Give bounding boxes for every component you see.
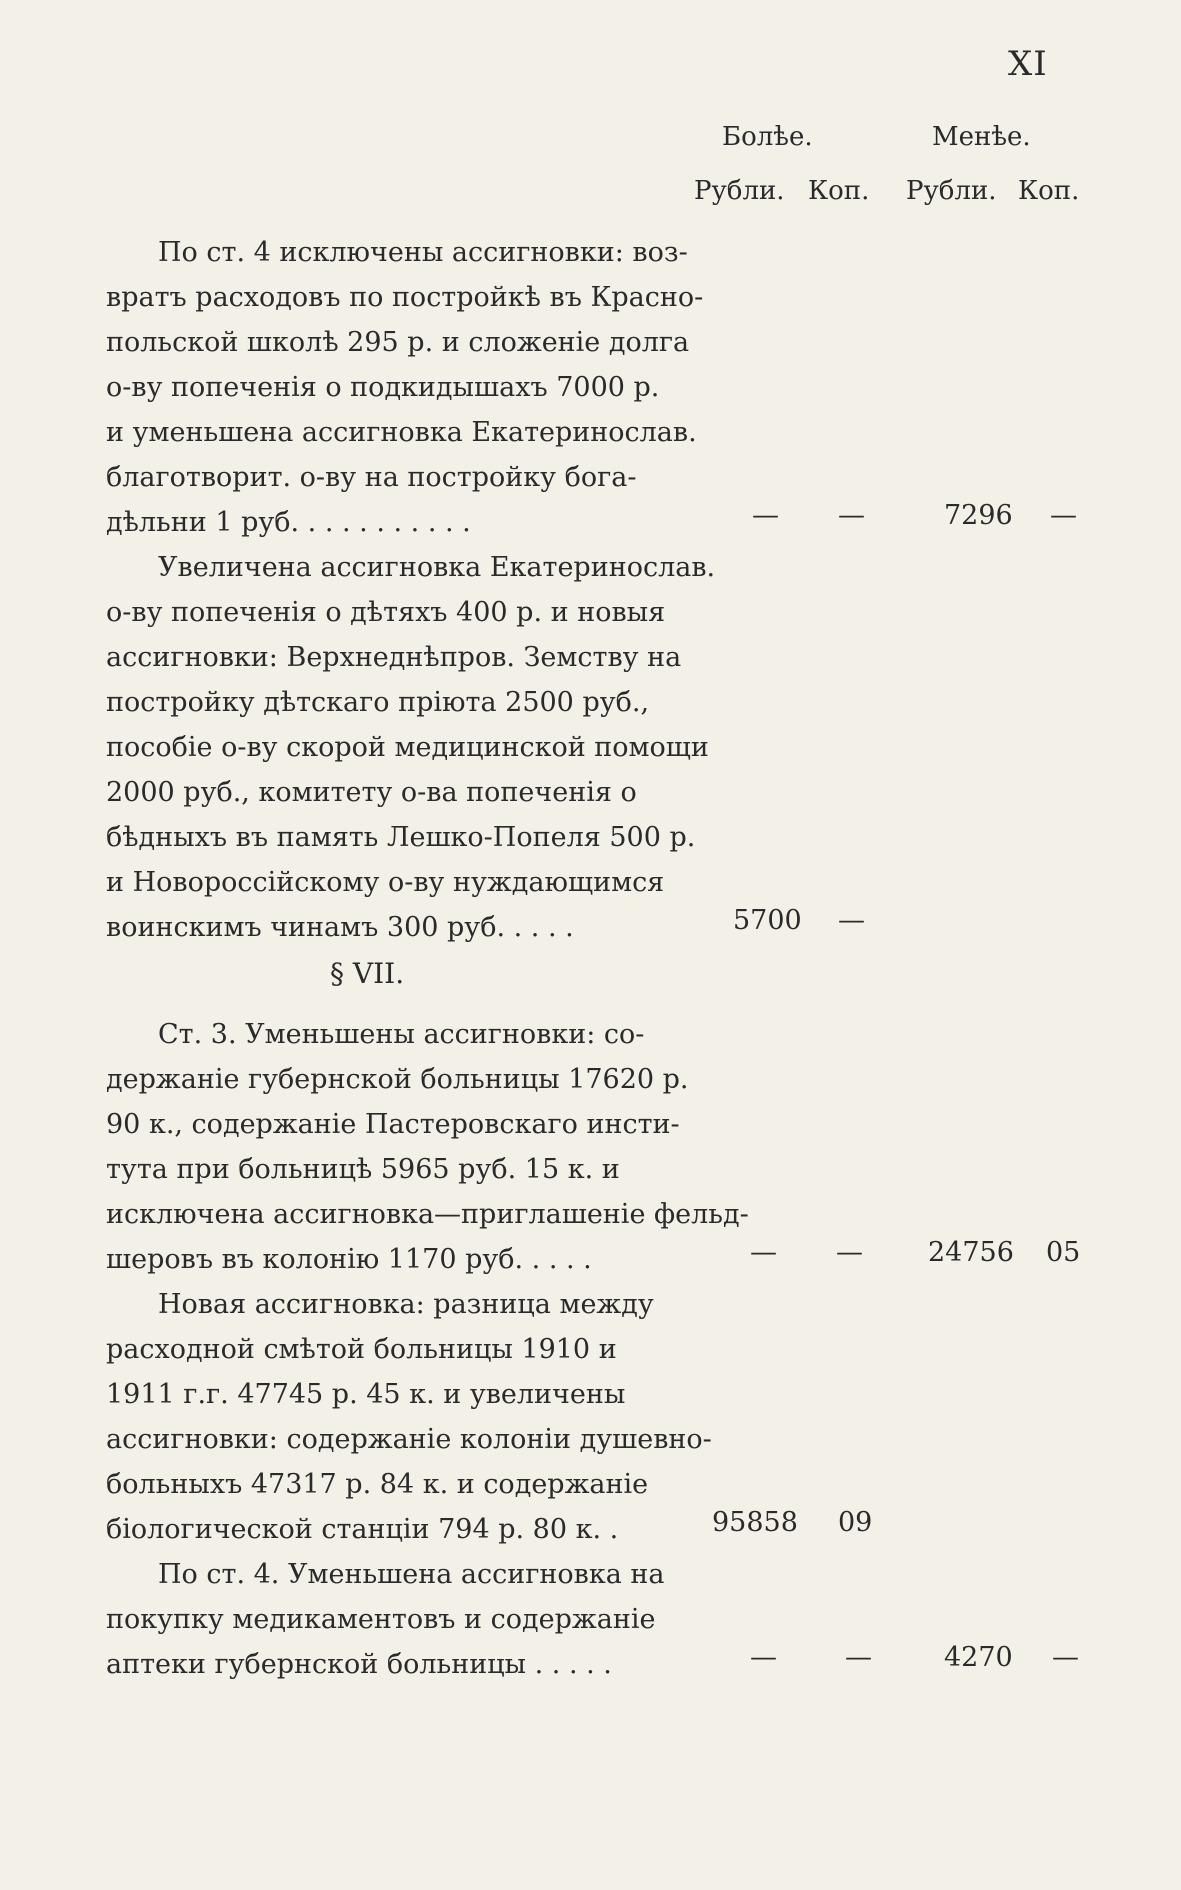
paragraph-line: 1911 г.г. 47745 р. 45 к. и увеличены [106, 1379, 626, 1410]
paragraph-line: аптеки губернской больницы . . . . . [106, 1649, 612, 1680]
header-more-kop: Коп. [808, 176, 870, 206]
paragraph-5 [106, 1552, 666, 1687]
p5-more-kop: — [845, 1642, 872, 1673]
paragraph-line: вратъ расходовъ по постройкѣ въ Красно- [106, 282, 704, 313]
paragraph-3 [106, 1012, 749, 1282]
paragraph-line: тута при больницѣ 5965 руб. 15 к. и [106, 1154, 620, 1185]
paragraph-2 [106, 545, 716, 950]
paragraph-line: воинскимъ чинамъ 300 руб. . . . . [106, 912, 574, 943]
p3-less-rubles: 24756 [928, 1237, 1014, 1268]
paragraph-line: польской школѣ 295 р. и сложеніе долга [106, 327, 690, 358]
paragraph-line: и Новороссійскому о-ву нуждающимся [106, 867, 665, 898]
paragraph-line: Увеличена ассигновка Екатеринослав. [158, 552, 716, 583]
paragraph-line: біологической станціи 794 р. 80 к. . [106, 1514, 619, 1545]
p5-less-kop: — [1052, 1642, 1079, 1673]
header-more: Болѣе. [722, 122, 813, 152]
header-less: Менѣе. [932, 122, 1031, 152]
paragraph-line: 2000 руб., комитету о-ва попеченія о [106, 777, 637, 808]
paragraph-4 [106, 1282, 712, 1552]
p1-more-kop: — [838, 500, 865, 531]
page-number: XI [1008, 44, 1048, 84]
paragraph-line: о-ву попеченія о дѣтяхъ 400 р. и новыя [106, 597, 666, 628]
header-more-rubles: Рубли. [694, 176, 785, 206]
p5-more-rubles: — [750, 1642, 777, 1673]
paragraph-line: бѣдныхъ въ память Лешко-Попеля 500 р. [106, 822, 696, 853]
p5-less-rubles: 4270 [944, 1642, 1013, 1673]
paragraph-line: и уменьшена ассигновка Екатеринослав. [106, 417, 697, 448]
header-less-rubles: Рубли. [906, 176, 997, 206]
paragraph-line: дѣльни 1 руб. . . . . . . . . . . [106, 507, 471, 538]
paragraph-line: Новая ассигновка: разница между [158, 1289, 654, 1320]
paragraph-line: шеровъ въ колонію 1170 руб. . . . . [106, 1244, 592, 1275]
header-less-kop: Коп. [1018, 176, 1080, 206]
paragraph-line: о-ву попеченія о подкидышахъ 7000 р. [106, 372, 660, 403]
paragraph-line: По ст. 4. Уменьшена ассигновка на [158, 1559, 665, 1590]
p3-more-rubles: — [750, 1237, 777, 1268]
p4-more-rubles: 95858 [712, 1507, 798, 1538]
paragraph-line: ассигновки: содержаніе колоніи душевно- [106, 1424, 712, 1455]
paragraph-line: расходной смѣтой больницы 1910 и [106, 1334, 617, 1365]
p2-more-rubles: 5700 [733, 905, 802, 936]
paragraph-line: 90 к., содержаніе Пастеровскаго инсти- [106, 1109, 680, 1140]
p2-more-kop: — [838, 905, 865, 936]
section-heading: § VII. [330, 957, 405, 990]
paragraph-line: больныхъ 47317 р. 84 к. и содержаніе [106, 1469, 649, 1500]
p4-more-kop: 09 [838, 1507, 873, 1538]
paragraph-line: держаніе губернской больницы 17620 р. [106, 1064, 689, 1095]
paragraph-line: Ст. 3. Уменьшены ассигновки: со- [158, 1019, 645, 1050]
p3-less-kop: 05 [1046, 1237, 1081, 1268]
paragraph-line: ассигновки: Верхнеднѣпров. Земству на [106, 642, 682, 673]
p3-more-kop: — [836, 1237, 863, 1268]
paragraph-line: постройку дѣтскаго пріюта 2500 руб., [106, 687, 650, 718]
p1-more-rubles: — [752, 500, 779, 531]
paragraph-line: По ст. 4 исключены ассигновки: воз- [158, 237, 688, 268]
paragraph-line: исключена ассигновка—приглашеніе фельд- [106, 1199, 749, 1230]
paragraph-line: покупку медикаментовъ и содержаніе [106, 1604, 656, 1635]
paragraph-line: благотворит. о-ву на постройку бога- [106, 462, 637, 493]
paragraph-line: пособіе о-ву скорой медицинской помощи [106, 732, 709, 763]
paragraph-1 [106, 230, 704, 545]
p1-less-rubles: 7296 [944, 500, 1013, 531]
p1-less-kop: — [1050, 500, 1077, 531]
